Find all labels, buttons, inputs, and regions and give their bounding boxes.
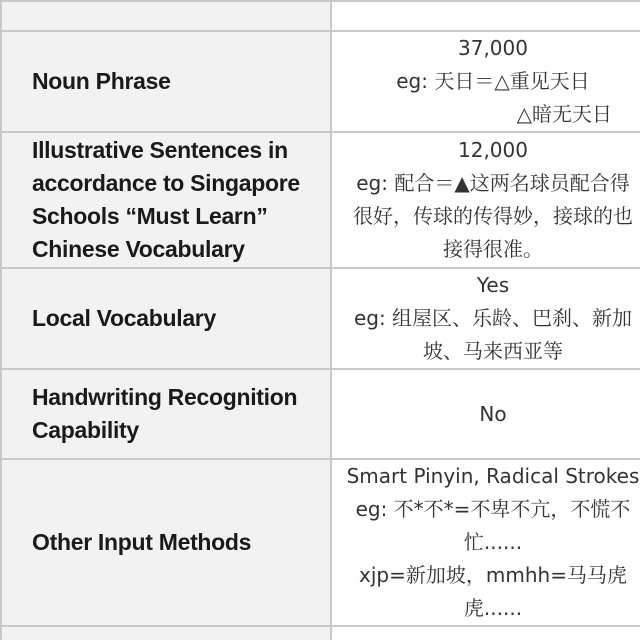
row-label-text: Noun Phrase [32,68,171,94]
row-label-cell [1,369,331,459]
row-value-example: △暗无天日 [516,102,612,126]
row-label-cell [1,31,331,132]
row-value-cell [331,369,640,459]
table-row-local-vocabulary [1,268,640,369]
row-value-example: 接得很准。 [443,237,543,261]
row-label-text: Chinese Vocabulary [32,236,245,262]
table-row-noun-phrase [1,31,640,132]
row-value-example: eg: 配合＝▲这两名球员配合得 [356,171,630,195]
row-value-answer: No [479,401,507,426]
row-value-example: 坡、马来西亚等 [423,339,563,363]
row-label-text: Other Input Methods [32,529,252,555]
row-value-count: 37,000 [458,36,528,60]
row-label-cell [1,268,331,369]
table-row-handwriting-recognition [1,369,640,459]
row-value-cell [331,31,640,132]
row-value-cell-empty [331,626,640,640]
row-value-example: 虎...... [463,596,523,620]
row-label-text: Capability [32,417,139,443]
row-label-text: Schools “Must Learn” [32,203,268,229]
row-value-example: eg: 组屋区、乐龄、巴刹、新加 [353,306,633,330]
table-row-partial-top [1,1,640,31]
row-value-cell [331,459,640,626]
table-row-illustrative-sentences [1,132,640,268]
row-label-text: accordance to Singapore [32,170,300,196]
row-label-cell-empty [1,1,331,31]
table-row-other-input-methods [1,459,640,626]
row-label-text: Handwriting Recognition [32,384,298,410]
table-row-partial-bottom [1,626,640,640]
row-value-example: eg: 不*不*=不卑不亢，不慌不 [355,497,631,521]
row-label-text: Local Vocabulary [32,305,216,331]
row-label-text: Illustrative Sentences in [32,137,288,163]
row-value-count: 12,000 [458,138,528,162]
row-value-example: 很好，传球的传得妙，接球的也 [353,204,633,228]
row-value-example: xjp=新加坡，mmhh=马马虎 [359,563,627,587]
row-label-cell [1,459,331,626]
row-value-cell [331,268,640,369]
row-value-answer: Yes [476,273,510,297]
row-value-methods: Smart Pinyin, Radical Strokes [346,464,640,488]
row-value-cell [331,132,640,268]
row-label-cell [1,132,331,268]
row-value-cell-empty [331,1,640,31]
row-value-example: eg: 天日＝△重见天日 [396,69,590,93]
row-label-cell-empty [1,626,331,640]
row-value-example: 忙...... [463,530,523,554]
